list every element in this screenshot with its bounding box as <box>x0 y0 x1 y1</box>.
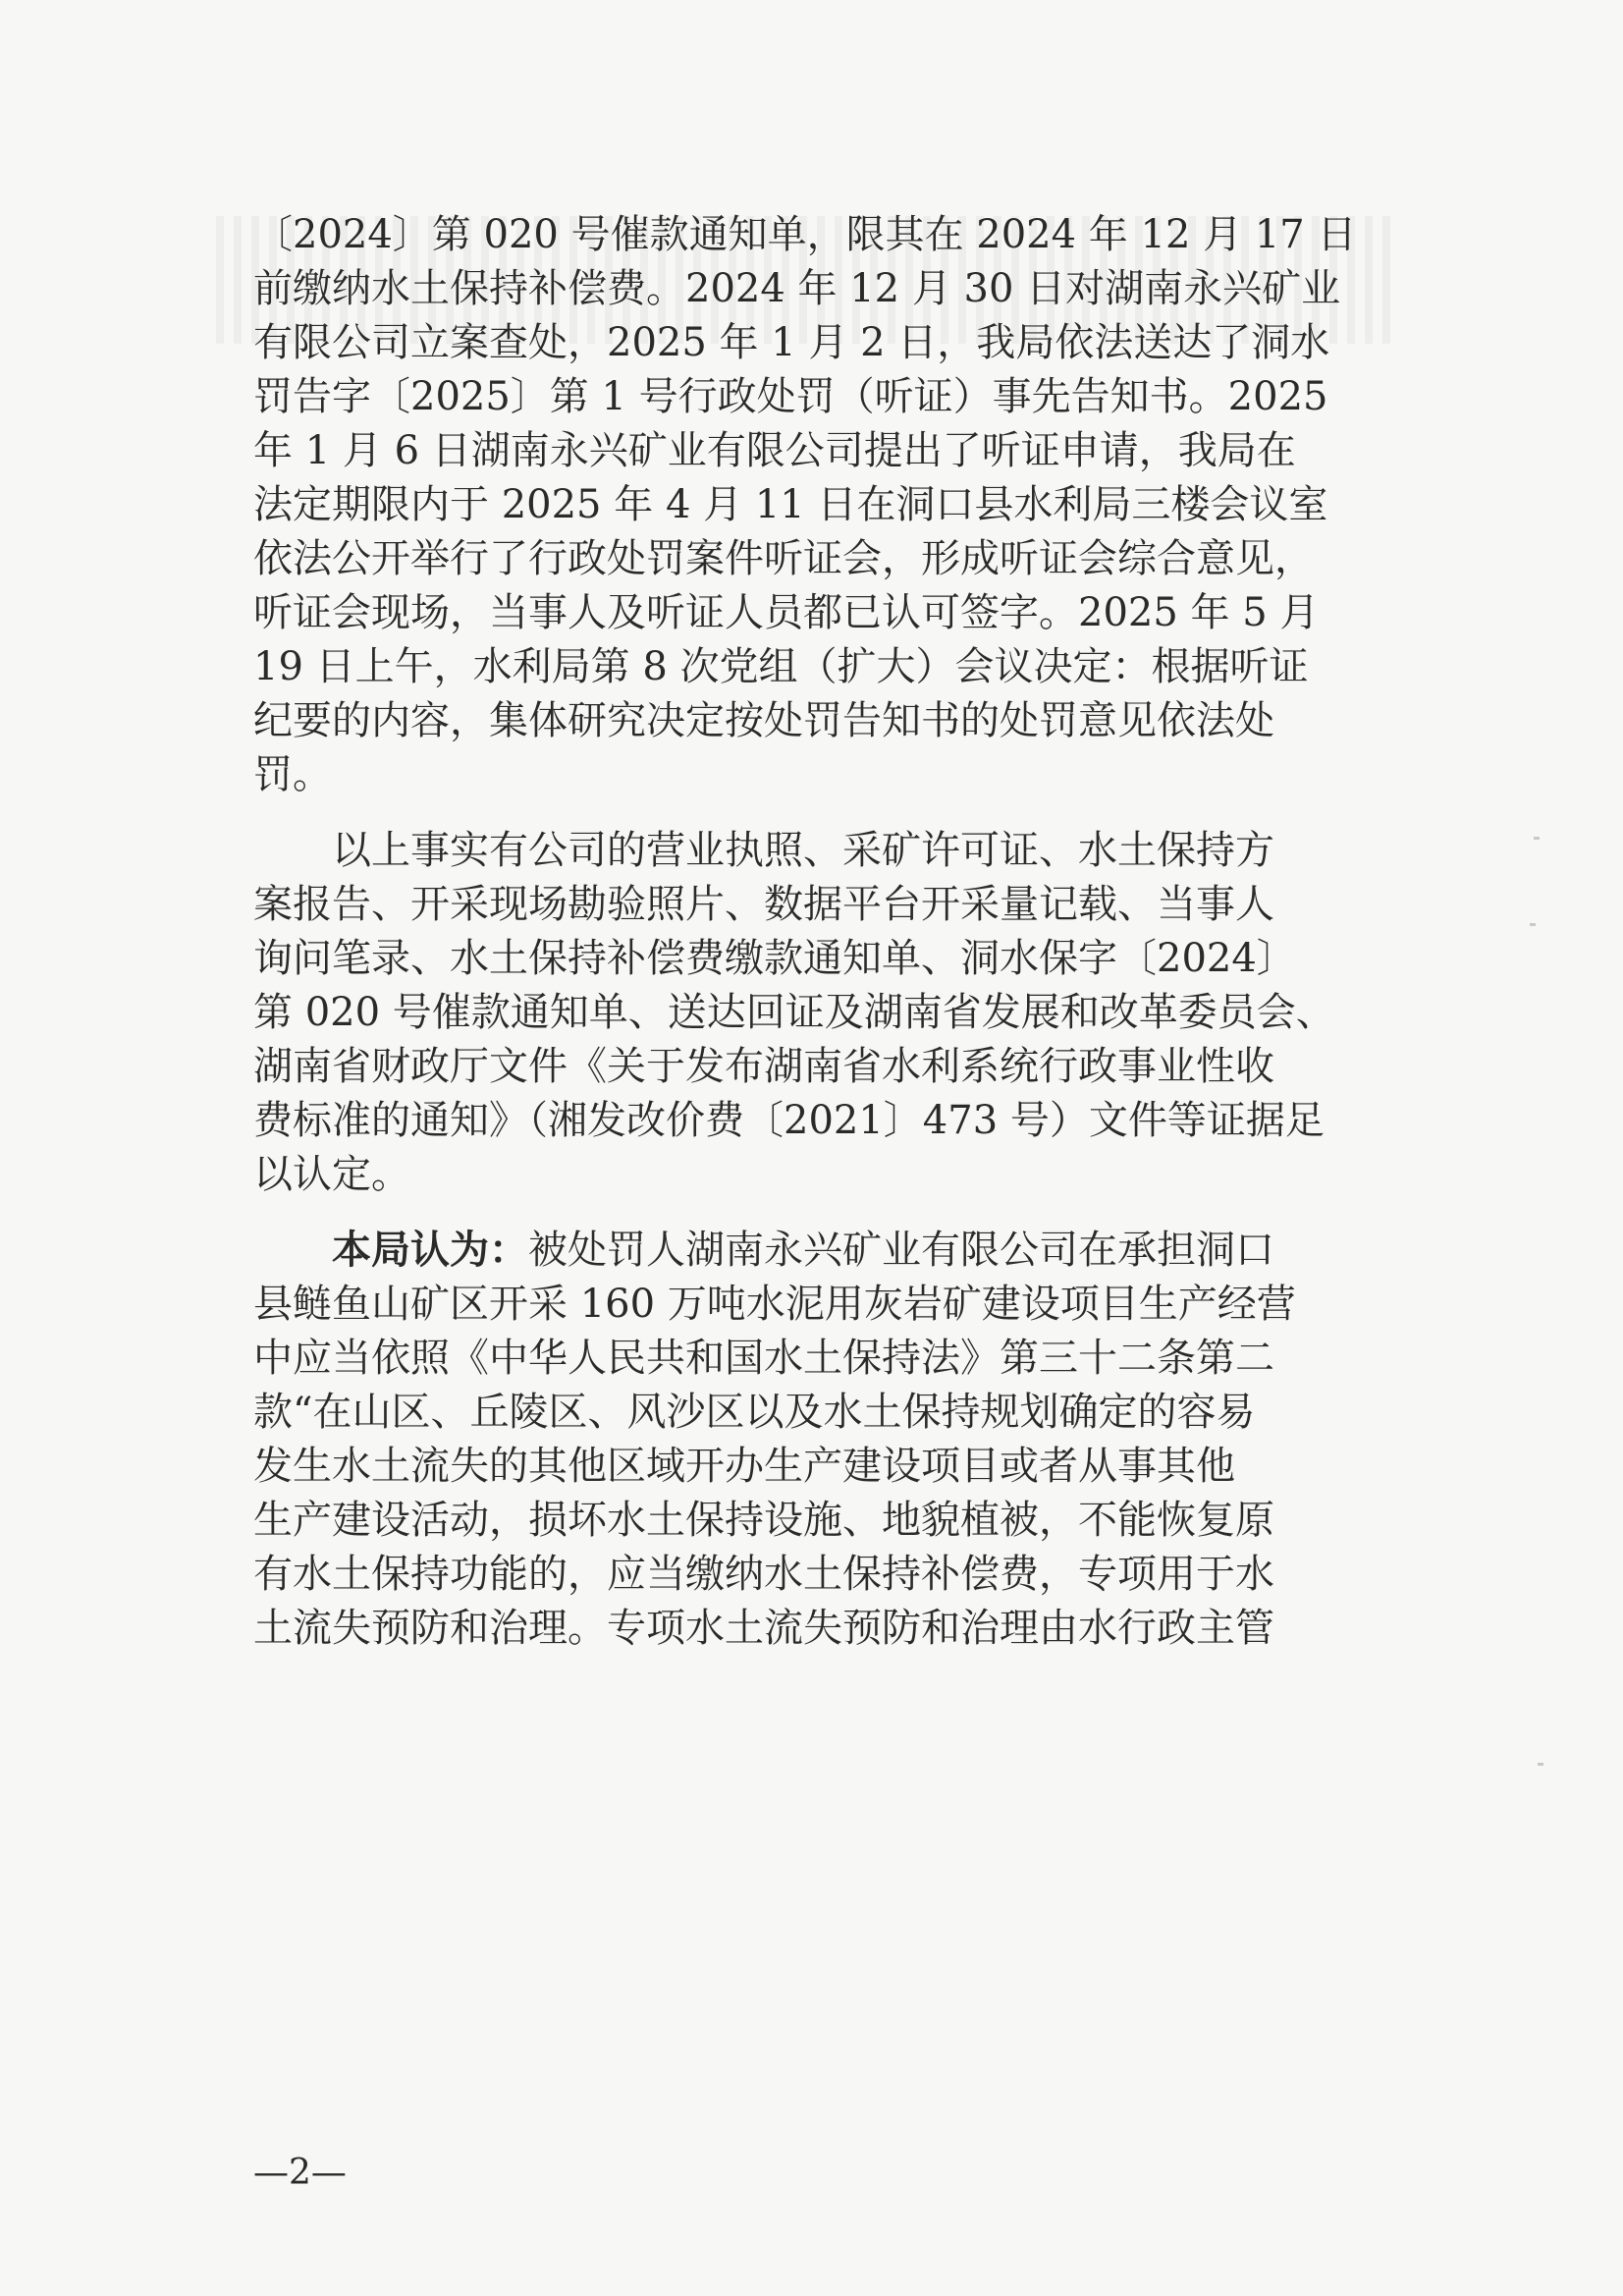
paragraph-lead-text: 被处罚人湖南永兴矿业有限公司在承担洞口 <box>528 1228 1274 1273</box>
body-line: 第 020 号催款通知单、送达回证及湖南省发展和改革委员会、 <box>253 990 1335 1035</box>
body-line: 费标准的通知》（湘发改价费〔2021〕473 号）文件等证据足 <box>253 1098 1325 1143</box>
body-line: 19 日上午，水利局第 8 次党组（扩大）会议决定：根据听证 <box>253 644 1309 689</box>
scan-speck <box>1534 837 1540 840</box>
body-line: 县鲢鱼山矿区开采 160 万吨水泥用灰岩矿建设项目生产经营 <box>253 1282 1296 1327</box>
body-line: 年 1 月 6 日湖南永兴矿业有限公司提出了听证申请，我局在 <box>253 428 1296 473</box>
body-line: 发生水土流失的其他区域开办生产建设项目或者从事其他 <box>253 1444 1235 1489</box>
body-line: 前缴纳水土保持补偿费。2024 年 12 月 30 日对湖南永兴矿业 <box>253 266 1341 311</box>
scan-speck <box>1530 923 1536 926</box>
body-line: 〔2024〕第 020 号催款通知单，限其在 2024 年 12 月 17 日 <box>253 212 1357 257</box>
body-line: 询问笔录、水土保持补偿费缴款通知单、洞水保字〔2024〕 <box>253 936 1296 981</box>
page-number: —2— <box>253 2153 347 2193</box>
body-line: 有限公司立案查处，2025 年 1 月 2 日，我局依法送达了洞水 <box>253 320 1330 365</box>
body-line: 以上事实有公司的营业执照、采矿许可证、水土保持方 <box>332 828 1274 873</box>
body-line: 生产建设活动，损坏水土保持设施、地貌植被，不能恢复原 <box>253 1498 1274 1543</box>
body-line: 湖南省财政厅文件《关于发布湖南省水利系统行政事业性收 <box>253 1044 1274 1089</box>
body-line: 纪要的内容，集体研究决定按处罚告知书的处罚意见依法处 <box>253 698 1274 743</box>
document-body <box>253 208 1378 1656</box>
body-line: 款“在山区、丘陵区、风沙区以及水土保持规划确定的容易 <box>253 1390 1256 1435</box>
body-line: 以认定。 <box>253 1152 410 1197</box>
body-line: 罚告字〔2025〕第 1 号行政处罚（听证）事先告知书。2025 <box>253 374 1328 419</box>
body-line: 依法公开举行了行政处罚案件听证会，形成听证会综合意见， <box>253 536 1314 581</box>
body-line-with-bold <box>253 1224 1378 1278</box>
body-line: 案报告、开采现场勘验照片、数据平台开采量记载、当事人 <box>253 882 1274 927</box>
body-line: 有水土保持功能的，应当缴纳水土保持补偿费，专项用于水 <box>253 1552 1274 1597</box>
body-line: 法定期限内于 2025 年 4 月 11 日在洞口县水利局三楼会议室 <box>253 482 1328 527</box>
body-line: 中应当依照《中华人民共和国水土保持法》第三十二条第二 <box>253 1336 1274 1381</box>
body-line: 土流失预防和治理。专项水土流失预防和治理由水行政主管 <box>253 1606 1274 1651</box>
body-line: 听证会现场，当事人及听证人员都已认可签字。2025 年 5 月 <box>253 590 1320 635</box>
paragraph-gap <box>253 1202 1378 1224</box>
body-line: 罚。 <box>253 752 332 797</box>
scan-speck <box>1538 1763 1543 1766</box>
paragraph-bold-lead: 本局认为： <box>332 1228 528 1273</box>
paragraph-gap <box>253 802 1378 824</box>
